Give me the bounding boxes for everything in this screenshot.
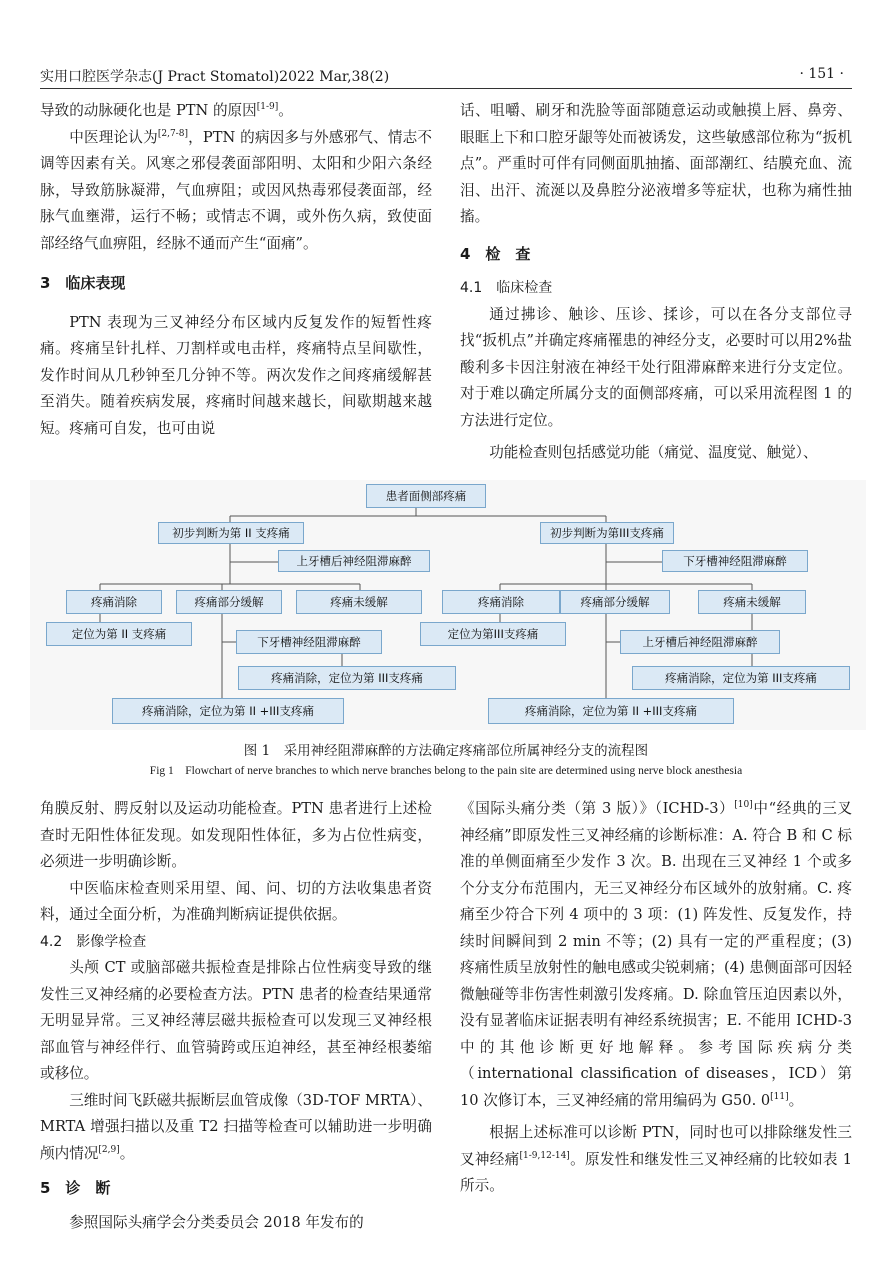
flow-node-right-result23: 疼痛消除，定位为第 II +III支疼痛 (488, 698, 734, 724)
right-column-bottom (460, 796, 852, 1200)
left-column-top (40, 98, 432, 442)
section-heading-5: 5 诊 断 (40, 1179, 111, 1197)
flow-node-right-partial: 疼痛部分缓解 (560, 590, 670, 614)
flow-node-right-block2: 上牙槽后神经阻滞麻醉 (620, 630, 780, 654)
flow-node-right-initial: 初步判断为第III支疼痛 (540, 522, 674, 544)
section-heading-4: 4 检 查 (460, 244, 531, 263)
right-column-top (460, 98, 852, 467)
flow-node-left-initial: 初步判断为第 II 支疼痛 (158, 522, 304, 544)
running-header-journal: 实用口腔医学杂志(J Pract Stomatol)2022 Mar,38(2) (40, 69, 390, 85)
flow-node-left-block1: 上牙槽后神经阻滞麻醉 (278, 550, 430, 572)
figure-caption-en: Fig 1 Flowchart of nerve branches to which nerve branches belong to the pain site are determined using nerve block anesthesia (149, 765, 743, 777)
citation: [2,9] (98, 1144, 120, 1155)
flow-node-right-block1: 下牙槽神经阻滞麻醉 (662, 550, 808, 572)
paragraph: 功能检查则包括感觉功能（痛觉、温度觉、触觉）、 (489, 444, 818, 461)
citation: [10] (734, 800, 753, 810)
section-heading-3: 3 临床表现 (40, 274, 126, 292)
flow-node-left-result23: 疼痛消除，定位为第 II +III支疼痛 (112, 698, 344, 724)
paragraph: 三维时间飞跃磁共振断层血管成像（3D-TOF MRTA）、MRTA 增强扫描以及重 T2 扫描等检查可以辅助进一步明确颅内情况[2,9]。 (40, 1091, 432, 1162)
header-rule (40, 88, 852, 89)
figure-caption-cn: 图 1 采用神经阻滞麻醉的方法确定疼痛部位所属神经分支的流程图 (243, 743, 649, 759)
flowchart (30, 480, 866, 730)
flow-node-right-none: 疼痛未缓解 (698, 590, 806, 614)
paragraph: 中医理论认为[2,7-8]，PTN 的病因多与外感邪气、情志不调等因素有关。风寒之邪侵袭面部阳明、太阳和少阳六条经脉，导致筋脉凝滞，气血痹阻；或因风热毒邪侵袭面部，经脉气血壅滞，运行不畅；或情志不调，或外伤久病，致使面部经络气血痹阻，经脉不通而产生“面痛”。 (40, 128, 432, 252)
paragraph: 导致的动脉硬化也是 PTN 的原因[1-9]。 (40, 102, 293, 119)
citation: [2,7-8] (157, 128, 188, 139)
paragraph: 头颅 CT 或脑部磁共振检查是排除占位性病变导致的继发性三叉神经痛的必要检查方法。PTN 患者的检查结果通常无明显异常。三叉神经薄层磁共振检查可以发现三叉神经根部血管与神经伴行、血管骑跨或压迫神经，甚至神经根萎缩或移位。 (40, 959, 432, 1082)
flow-node-left-locate: 定位为第 II 支疼痛 (46, 622, 192, 646)
paragraph: 根据上述标准可以诊断 PTN，同时也可以排除继发性三叉神经痛[1-9,12-14]。原发性和继发性三叉神经痛的比较如表 1 所示。 (460, 1124, 852, 1194)
paragraph: PTN 表现为三叉神经分布区域内反复发作的短暂性疼痛。疼痛呈针扎样、刀割样或电击样，疼痛特点呈间歇性，发作时间从几秒钟至几分钟不等。两次发作之间疼痛缓解甚至消失。随着疾病发展，疼痛时间越来越长，间歇期越来越短。疼痛可自发，也可由说 (40, 313, 432, 437)
flow-node-left-block2: 下牙槽神经阻滞麻醉 (236, 630, 382, 654)
citation: [1-9] (256, 102, 279, 112)
paragraph: 参照国际头痛学会分类委员会 2018 年发布的 (69, 1213, 364, 1231)
flow-node-right-locate: 定位为第III支疼痛 (420, 622, 566, 646)
paragraph: 《国际头痛分类（第 3 版）》（ICHD-3）[10]中“经典的三叉神经痛”即原发性三叉神经痛的诊断标准：A. 符合 B 和 C 标准的单侧面痛至少发作 3 次。B. 出现在三叉神经 1 个或多个分支分布范围内，无三叉神经分布区域外的放射痛。C. 疼痛至少符合下列 4 项中的 3 项：(1) 阵发性、反复发作，持续时间瞬间到 2 min 不等；(2) 具有一定的严重程度；(3) 疼痛性质呈放射性的触电感或尖锐刺痛；(4) 患侧面部可因轻微触碰等非伤害性刺激引发疼痛。D. 除血管压迫因素以外，没有显著临床证据表明有神经系统损害；E. 不能用 ICHD-3 中的其他诊断更好地解释。参考国际疾病分类（international classification of diseases，ICD）第 10 次修订本，三叉神经痛的常用编码为 G50. 0[11]。 (460, 800, 852, 1109)
flow-node-left-result3: 疼痛消除，定位为第 III支疼痛 (238, 666, 456, 690)
flow-node-right-result3: 疼痛消除，定位为第 III支疼痛 (632, 666, 850, 690)
subsection-heading-4-2: 4.2 影像学检查 (40, 933, 147, 950)
paragraph: 通过拂诊、触诊、压诊、揉诊，可以在各分支部位寻找“扳机点”并确定疼痛罹患的神经分支，必要时可以用2%盐酸利多卡因注射液在神经干处行阻滞麻醉来进行分支定位。对于难以确定所属分支的面侧部疼痛，可以采用流程图 1 的方法进行定位。 (460, 305, 852, 429)
left-column-bottom (40, 796, 432, 1236)
flow-node-left-partial: 疼痛部分缓解 (176, 590, 282, 614)
citation: [11] (770, 1091, 789, 1102)
subsection-heading-4-1: 4.1 临床检查 (460, 280, 553, 296)
paragraph: 话、咀嚼、刷牙和洗脸等面部随意运动或触摸上唇、鼻旁、眼眶上下和口腔牙龈等处而被诱发，这些敏感部位称为“扳机点”。严重时可伴有同侧面肌抽搐、面部潮红、结膜充血、流泪、出汗、流涎以及鼻腔分泌液增多等症状，也称为痛性抽搐。 (460, 102, 852, 225)
flow-node-left-relief: 疼痛消除 (66, 590, 162, 614)
paragraph: 角膜反射、腭反射以及运动功能检查。PTN 患者进行上述检查时无阳性体征发现。如发现阳性体征，多为占位性病变，必须进一步明确诊断。 (40, 800, 432, 870)
flow-node-left-none: 疼痛未缓解 (296, 590, 422, 614)
paragraph: 中医临床检查则采用望、闻、问、切的方法收集患者资料，通过全面分析，为准确判断病证提供依据。 (40, 879, 432, 923)
page-number: · 151 · (799, 66, 844, 82)
flow-node-root: 患者面侧部疼痛 (366, 484, 486, 508)
flow-node-right-relief: 疼痛消除 (442, 590, 560, 614)
citation: [1-9,12-14] (519, 1150, 570, 1161)
